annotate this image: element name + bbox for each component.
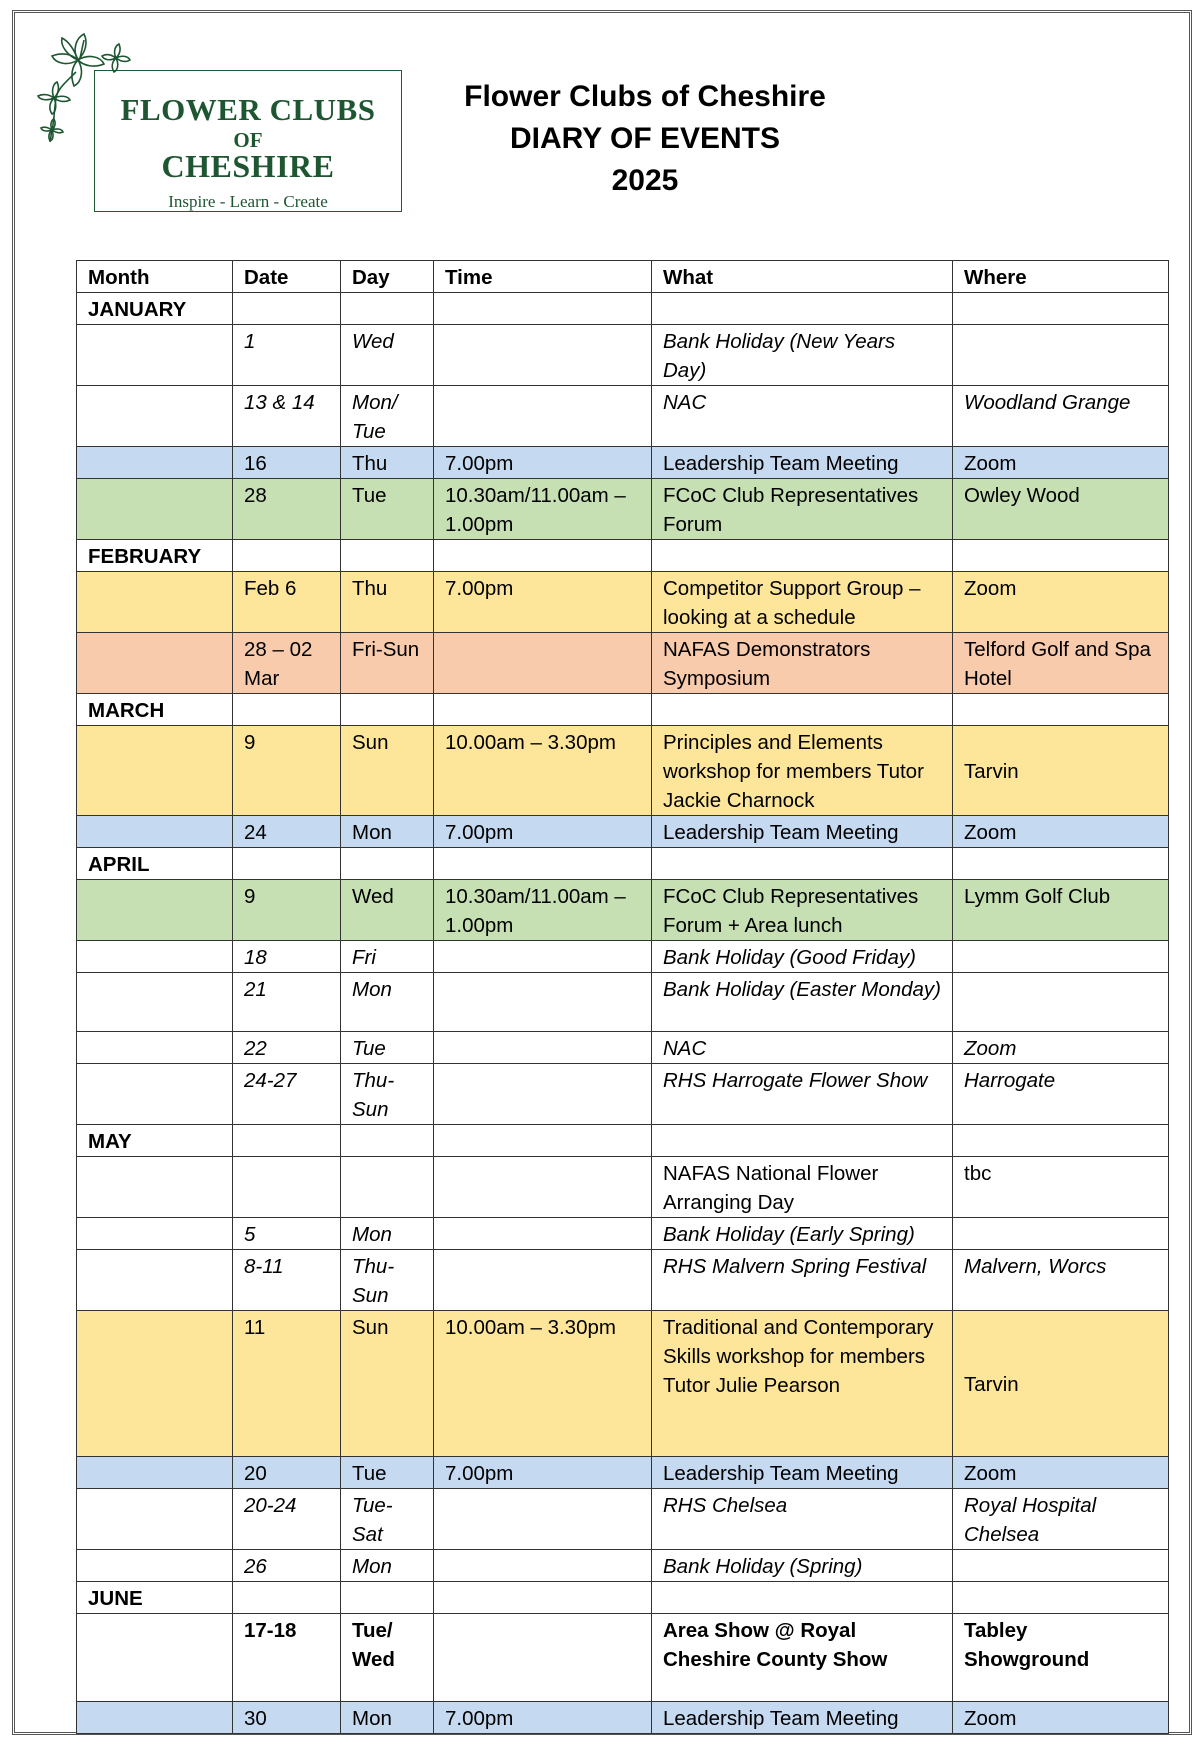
cell-day: Tue/ Wed [341,1614,434,1702]
table-row [77,1614,1169,1702]
cell-what: Bank Holiday (Early Spring) [652,1218,953,1250]
cell-time [434,1157,652,1218]
cell-date: 11 [233,1311,341,1457]
cell-what: Leadership Team Meeting [652,1702,953,1734]
page-year: 2025 [611,164,679,197]
cell-date [233,1125,341,1157]
cell-time [434,386,652,447]
cell-day [341,293,434,325]
table-row [77,1702,1169,1734]
table-row [77,1064,1169,1125]
cell-where: tbc [953,1157,1169,1218]
month-row [77,694,1169,726]
cell-month [77,1250,233,1311]
table-header-row [77,261,1169,293]
page-subtitle: DIARY OF EVENTS [509,122,781,155]
cell-time: 10.30am/11.00am – 1.00pm [434,880,652,941]
cell-what: Principles and Elements workshop for members Tutor Jackie Charnock [652,726,953,816]
month-row [77,540,1169,572]
cell-where: Woodland Grange [953,386,1169,447]
cell-where [953,941,1169,973]
cell-day: Mon [341,1218,434,1250]
cell-date: 24-27 [233,1064,341,1125]
cell-date: 28 [233,479,341,540]
cell-time: 7.00pm [434,816,652,848]
cell-date [233,293,341,325]
cell-what: Bank Holiday (Good Friday) [652,941,953,973]
cell-what: RHS Malvern Spring Festival [652,1250,953,1311]
cell-where: Malvern, Worcs [953,1250,1169,1311]
cell-month [77,1218,233,1250]
cell-where: Zoom [953,572,1169,633]
cell-time [434,1125,652,1157]
cell-date [233,540,341,572]
table-row [77,1250,1169,1311]
column-header-time: Time [434,261,652,293]
cell-what: FCoC Club Representatives Forum [652,479,953,540]
cell-time: 10.30am/11.00am – 1.00pm [434,479,652,540]
cell-what: Bank Holiday (Easter Monday) [652,973,953,1032]
cell-where: Zoom [953,447,1169,479]
table-row [77,941,1169,973]
cell-what [652,1125,953,1157]
table-row [77,816,1169,848]
cell-where: Zoom [953,1702,1169,1734]
cell-what: NAFAS Demonstrators Symposium [652,633,953,694]
cell-where: Harrogate [953,1064,1169,1125]
logo-line-1: FLOWER CLUBS [120,92,376,127]
page-title: Flower Clubs of Cheshire [464,80,826,113]
cell-date: 18 [233,941,341,973]
cell-day: Thu [341,572,434,633]
cell-what [652,1582,953,1614]
cell-month [77,1157,233,1218]
cell-what: Bank Holiday (New Years Day) [652,325,953,386]
events-table [76,260,1169,1734]
column-header-where: Where [953,261,1169,293]
cell-where [953,694,1169,726]
cell-day: Tue [341,1032,434,1064]
cell-what: Leadership Team Meeting [652,1457,953,1489]
cell-month [77,1702,233,1734]
cell-time [434,633,652,694]
cell-time [434,540,652,572]
cell-what: NAC [652,386,953,447]
table-row [77,479,1169,540]
cell-date [233,848,341,880]
cell-where: Royal Hospital Chelsea [953,1489,1169,1550]
cell-month [77,325,233,386]
logo-tagline [94,192,402,212]
cell-where [953,1125,1169,1157]
cell-where [953,973,1169,1032]
column-header-day: Day [341,261,434,293]
cell-time [434,1218,652,1250]
cell-date: 8-11 [233,1250,341,1311]
cell-what: Bank Holiday (Spring) [652,1550,953,1582]
month-row [77,848,1169,880]
cell-month [77,1457,233,1489]
cell-where [953,540,1169,572]
cell-month [77,1311,233,1457]
cell-where: Zoom [953,816,1169,848]
cell-day [341,1582,434,1614]
cell-month [77,880,233,941]
table-row [77,1032,1169,1064]
cell-time [434,325,652,386]
cell-month [77,941,233,973]
cell-month [77,447,233,479]
cell-where [953,1218,1169,1250]
cell-time [434,941,652,973]
cell-month [77,1489,233,1550]
cell-day [341,694,434,726]
cell-what: Area Show @ Royal Cheshire County Show [652,1614,953,1702]
cell-where: Tabley Showground [953,1614,1169,1702]
month-row [77,293,1169,325]
cell-day: Mon [341,1702,434,1734]
cell-where [953,1550,1169,1582]
cell-date: 9 [233,880,341,941]
cell-time: 10.00am – 3.30pm [434,1311,652,1457]
cell-month [77,816,233,848]
cell-day [341,848,434,880]
cell-date: 24 [233,816,341,848]
cell-day: Mon [341,973,434,1032]
cell-day: Tue- Sat [341,1489,434,1550]
cell-month: FEBRUARY [77,540,233,572]
cell-date: 28 – 02 Mar [233,633,341,694]
table-row [77,1218,1169,1250]
cell-time [434,1250,652,1311]
cell-day: Mon [341,1550,434,1582]
cell-date: 20-24 [233,1489,341,1550]
table-row [77,325,1169,386]
cell-date [233,1582,341,1614]
cell-month [77,386,233,447]
month-row [77,1582,1169,1614]
column-header-date: Date [233,261,341,293]
table-row [77,1550,1169,1582]
table-row [77,880,1169,941]
cell-date [233,694,341,726]
table-row [77,1157,1169,1218]
cell-date: Feb 6 [233,572,341,633]
cell-date: 1 [233,325,341,386]
cell-time [434,1582,652,1614]
cell-day: Thu- Sun [341,1064,434,1125]
flower-clubs-logo [36,32,376,218]
table-row [77,1311,1169,1457]
cell-day: Thu- Sun [341,1250,434,1311]
cell-where: Zoom [953,1032,1169,1064]
cell-day: Wed [341,325,434,386]
cell-time [434,1064,652,1125]
cell-time [434,1489,652,1550]
logo-line-3: CHESHIRE [161,148,335,184]
cell-day: Fri [341,941,434,973]
cell-what [652,694,953,726]
cell-date: 21 [233,973,341,1032]
cell-month [77,1550,233,1582]
cell-where [953,848,1169,880]
cell-day: Thu [341,447,434,479]
cell-time [434,1614,652,1702]
cell-month [77,479,233,540]
cell-time [434,1032,652,1064]
cell-time: 7.00pm [434,1702,652,1734]
column-header-month: Month [77,261,233,293]
cell-month: MAY [77,1125,233,1157]
cell-day [341,1125,434,1157]
cell-date: 13 & 14 [233,386,341,447]
logo-tagline-text: Inspire - Learn - Create [158,192,338,211]
cell-time: 7.00pm [434,1457,652,1489]
cell-what: Leadership Team Meeting [652,816,953,848]
logo-line-2: OF [233,128,263,152]
cell-date: 16 [233,447,341,479]
cell-time [434,293,652,325]
cell-what: Traditional and Contemporary Skills workshop for members Tutor Julie Pearson [652,1311,953,1457]
cell-month [77,973,233,1032]
cell-month [77,1614,233,1702]
table-row [77,1489,1169,1550]
cell-month [77,572,233,633]
cell-where: Owley Wood [953,479,1169,540]
cell-day [341,1157,434,1218]
cell-day [341,540,434,572]
table-row [77,447,1169,479]
cell-time: 7.00pm [434,447,652,479]
cell-day: Mon/ Tue [341,386,434,447]
cell-date: 5 [233,1218,341,1250]
table-row [77,1457,1169,1489]
cell-date [233,1157,341,1218]
cell-day: Wed [341,880,434,941]
cell-what: Competitor Support Group – looking at a schedule [652,572,953,633]
cell-what: Leadership Team Meeting [652,447,953,479]
cell-what [652,540,953,572]
cell-time: 7.00pm [434,572,652,633]
cell-month [77,633,233,694]
cell-date: 9 [233,726,341,816]
cell-where: Tarvin [953,726,1169,816]
cell-time [434,848,652,880]
cell-time [434,694,652,726]
cell-where: Tarvin [953,1311,1169,1457]
cell-what: NAFAS National Flower Arranging Day [652,1157,953,1218]
table-row [77,572,1169,633]
cell-time: 10.00am – 3.30pm [434,726,652,816]
cell-where: Telford Golf and Spa Hotel [953,633,1169,694]
cell-month [77,1064,233,1125]
cell-date: 20 [233,1457,341,1489]
table-row [77,726,1169,816]
cell-date: 30 [233,1702,341,1734]
month-row [77,1125,1169,1157]
table-row [77,386,1169,447]
cell-date: 17-18 [233,1614,341,1702]
cell-what: RHS Harrogate Flower Show [652,1064,953,1125]
cell-time [434,973,652,1032]
cell-what [652,293,953,325]
cell-day: Sun [341,726,434,816]
cell-what: NAC [652,1032,953,1064]
table-row [77,973,1169,1032]
cell-day: Tue [341,1457,434,1489]
cell-month [77,1032,233,1064]
table-row [77,633,1169,694]
cell-what: RHS Chelsea [652,1489,953,1550]
cell-time [434,1550,652,1582]
cell-month [77,726,233,816]
cell-day: Tue [341,479,434,540]
cell-what: FCoC Club Representatives Forum + Area lunch [652,880,953,941]
cell-where [953,1582,1169,1614]
cell-month: JANUARY [77,293,233,325]
cell-day: Sun [341,1311,434,1457]
cell-month: APRIL [77,848,233,880]
cell-month: JUNE [77,1582,233,1614]
cell-where: Lymm Golf Club [953,880,1169,941]
cell-day: Mon [341,816,434,848]
title-block [430,76,860,202]
cell-where [953,325,1169,386]
cell-what [652,848,953,880]
cell-month: MARCH [77,694,233,726]
cell-where: Zoom [953,1457,1169,1489]
cell-date: 26 [233,1550,341,1582]
column-header-what: What [652,261,953,293]
cell-date: 22 [233,1032,341,1064]
cell-day: Fri-Sun [341,633,434,694]
cell-where [953,293,1169,325]
